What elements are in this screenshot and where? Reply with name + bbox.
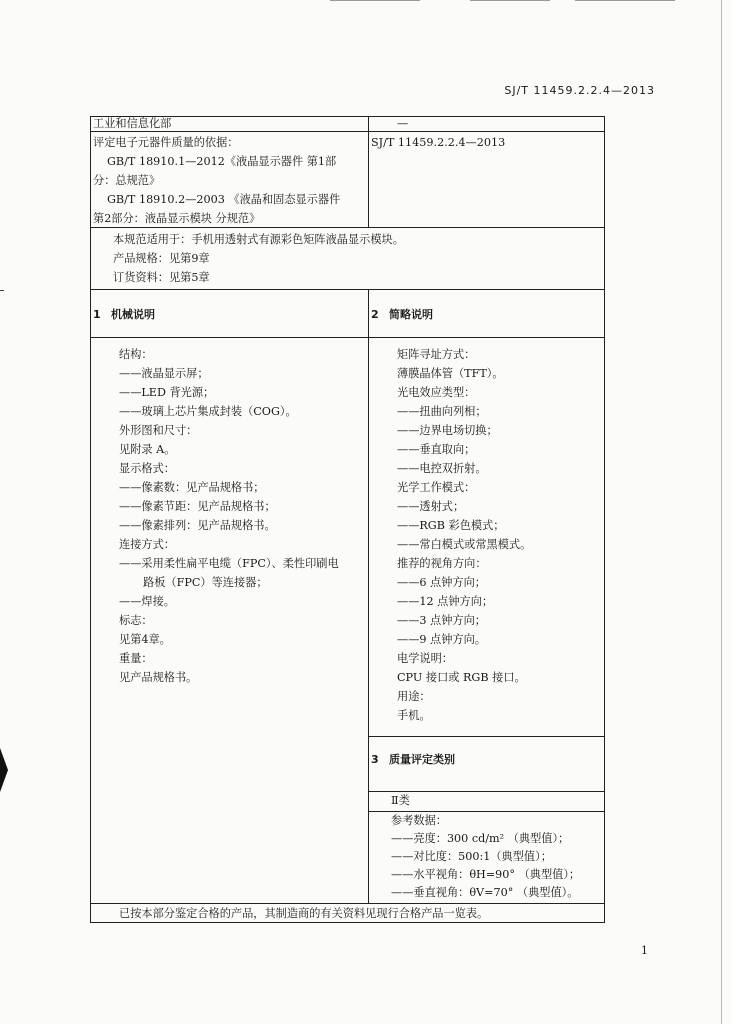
mech-line: ——玻璃上芯片集成封装（COG）。 [119,405,297,418]
mech-line: ——LED 背光源； [119,386,215,399]
row-divider [91,337,604,338]
section-title: 简略说明 [389,308,433,321]
brief-line: ——3 点钟方向； [397,614,486,627]
mech-line: 外形图和尺寸： [119,424,198,437]
ref-line: ——对比度：500:1（典型值）； [391,850,552,863]
scan-mark [470,0,550,1]
brief-line: ——电控双折射。 [397,462,487,475]
ref-line: ——垂直视角：θV=70° （典型值）。 [391,886,579,899]
scan-artifact [0,748,8,792]
brief-line: 光电效应类型： [397,386,476,399]
authority-right: — [397,117,409,130]
scan-mark [575,0,675,1]
mech-line: 结构： [119,348,153,361]
brief-line: 电学说明： [397,652,453,665]
brief-line: ——边界电场切换； [397,424,498,437]
brief-line: 手机。 [397,709,431,722]
brief-line: 薄膜晶体管（TFT）。 [397,367,504,380]
basis-line: GB/T 18910.2—2003 《液晶和固态显示器件 [107,193,341,206]
ref-line: 参考数据： [391,814,447,827]
ref-line: ——水平视角：θH=90° （典型值）； [391,868,581,881]
mech-line: 见产品规格书。 [119,671,198,684]
scope-line: 产品规格：见第9章 [113,252,210,265]
mech-line: 见第4章。 [119,633,171,646]
standard-number: SJ/T 11459.2.2.4—2013 [504,84,655,97]
brief-line: ——常白模式或常黑模式。 [397,538,532,551]
basis-line: 分：总规范》 [93,174,161,187]
mech-line: ——焊接。 [119,595,175,608]
spec-table [90,116,605,923]
brief-line: ——RGB 彩色模式； [397,519,505,532]
page-number: 1 [641,944,648,957]
col-divider [368,289,369,903]
mech-line: 见附录 A。 [119,443,176,456]
brief-line: ——垂直取向； [397,443,476,456]
authority-text: 工业和信息化部 [93,117,172,130]
mech-line: 显示格式： [119,462,175,475]
brief-line: CPU 接口或 RGB 接口。 [397,671,526,684]
mech-line: ——像素节距：见产品规格书； [119,500,276,513]
mech-line: 连接方式： [119,538,175,551]
section-number: 1 [93,308,101,321]
brief-line: 用途： [397,690,431,703]
brief-line: ——透射式； [397,500,465,513]
scan-mark [330,0,420,1]
ref-line: ——亮度：300 cd/m² （典型值）； [391,832,570,845]
mech-line: 标志： [119,614,153,627]
col-divider [368,117,369,227]
brief-line: ——12 点钟方向； [397,595,494,608]
mech-line: ——像素数：见产品规格书； [119,481,265,494]
brief-line: ——6 点钟方向； [397,576,486,589]
brief-line: 推荐的视角方向： [397,557,487,570]
row-divider [368,736,604,737]
section-title: 机械说明 [111,308,155,321]
row-divider [91,289,604,290]
page-edge [721,0,722,1024]
section-number: 3 [371,753,379,766]
mech-line: ——采用柔性扁平电缆（FPC）、柔性印刷电 [119,557,339,570]
basis-title: 评定电子元器件质量的依据： [93,136,239,149]
brief-line: 矩阵寻址方式： [397,348,476,361]
brief-line: 光学工作模式： [397,481,476,494]
brief-line: ——扭曲向列相； [397,405,487,418]
section-number: 2 [371,308,379,321]
scope-line: 本规范适用于：手机用透射式有源彩色矩阵液晶显示模块。 [113,233,404,246]
mech-line: ——像素排列：见产品规格书。 [119,519,276,532]
mech-line: 路板（FPC）等连接器； [143,576,268,589]
brief-line: ——9 点钟方向。 [397,633,486,646]
scan-mark [0,290,4,291]
footer-note: 已按本部分鉴定合格的产品，其制造商的有关资料见现行合格产品一览表。 [119,907,489,920]
basis-line: 第2部分：液晶显示模块 分规范》 [93,212,261,225]
quality-class: Ⅱ类 [391,794,410,807]
section-title: 质量评定类别 [389,753,455,766]
mech-line: ——液晶显示屏； [119,367,209,380]
mech-line: 重量： [119,652,153,665]
basis-line: GB/T 18910.1—2012《液晶显示器件 第1部 [107,155,337,168]
basis-right: SJ/T 11459.2.2.4—2013 [371,136,506,149]
scope-line: 订货资料：见第5章 [113,271,210,284]
